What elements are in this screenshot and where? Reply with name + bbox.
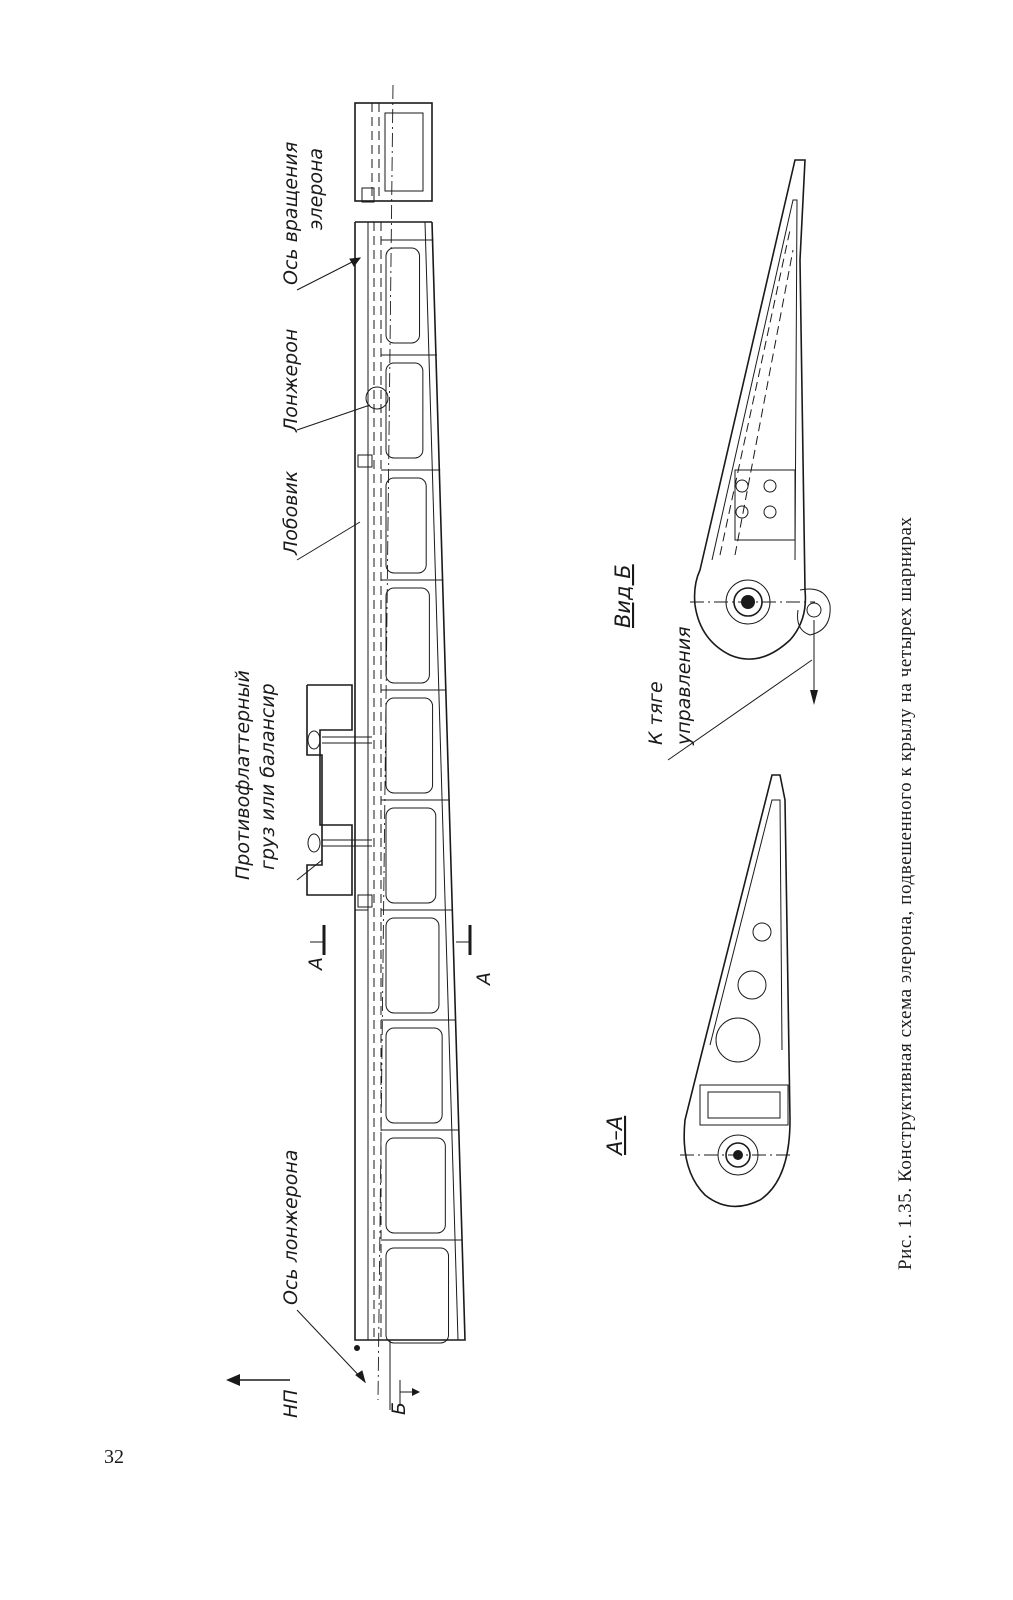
control-rod-label-2: управления — [673, 626, 695, 745]
rib-cell — [386, 1138, 445, 1233]
counterweight-label-1: Противофлаттерный — [232, 670, 254, 880]
rib-cell — [386, 1248, 449, 1343]
flight-direction-arrow-icon — [226, 1374, 290, 1386]
rib-cell — [386, 808, 436, 903]
rotation-axis-label-1: Ось вращения — [280, 141, 302, 285]
section-aa — [680, 775, 790, 1206]
figure-caption: Рис. 1.35. Конструктивная схема элерона, подвешенного к крылу на четырех шарнирах — [895, 516, 916, 1270]
spar-label: Лонжерон — [280, 328, 302, 432]
view-b-marker-label: Б — [388, 1401, 410, 1415]
rib-cell — [386, 588, 429, 683]
spar-axis-label: Ось лонжерона — [280, 1149, 302, 1305]
view-b-title: Вид Б — [611, 564, 635, 628]
counterweight — [307, 685, 372, 895]
rib-cell — [386, 478, 426, 573]
section-a-right-label: А — [473, 972, 495, 985]
rib-cell — [386, 698, 433, 793]
control-rod-label-1: К тяге — [645, 681, 667, 745]
flight-direction-label: НП — [280, 1389, 302, 1418]
counterweight-label-2: груз или балансир — [257, 683, 279, 870]
section-aa-title: А–А — [603, 1115, 627, 1155]
rib-cell — [386, 918, 439, 1013]
section-a-left-label: А — [305, 957, 327, 970]
rib-cell — [386, 1028, 442, 1123]
rotation-axis-label-2: элерона — [305, 147, 327, 230]
leading-edge-label: Лобовик — [280, 470, 302, 555]
aileron-plan-view — [307, 85, 470, 1410]
view-b-section — [690, 160, 830, 705]
rib-cell — [386, 363, 423, 458]
page-number: 32 — [104, 1446, 124, 1468]
